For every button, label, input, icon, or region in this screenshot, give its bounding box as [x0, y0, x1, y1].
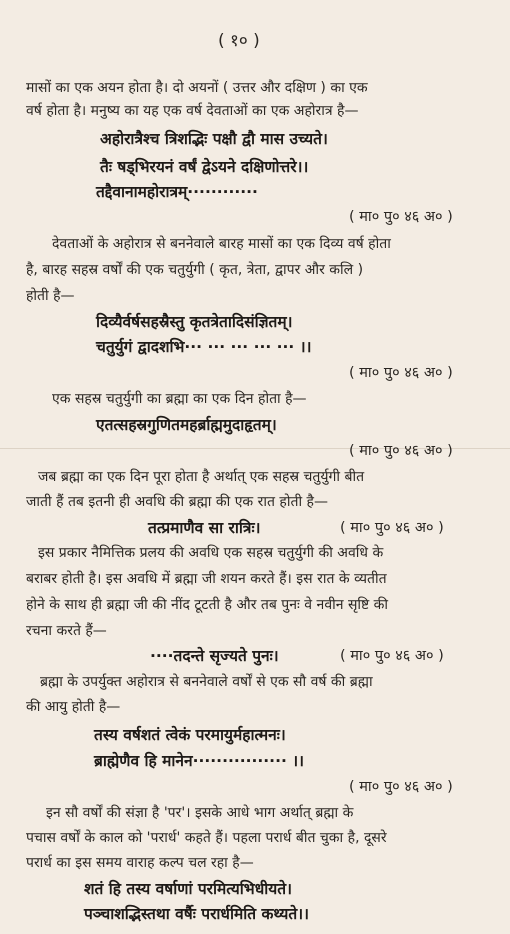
verse-line: दिव्यैर्वर्षसहस्रैस्तु कृतत्रेतादिसंज्ञितम्।: [96, 313, 293, 331]
verse-line: चतुर्युगं द्वादशभि··· ··· ··· ··· ··· ।।: [96, 338, 312, 356]
prose-line: वर्ष होता है। मनुष्य का यह एक वर्ष देवताओं का एक अहोरात्र है—: [26, 103, 359, 119]
prose-line: जाती हैं तब इतनी ही अवधि की ब्रह्मा की एक रात होती है—: [26, 494, 328, 510]
prose-line: जब ब्रह्मा का एक दिन पूरा होता है अर्थात् एक सहस्र चतुर्युगी बीत: [38, 469, 365, 485]
prose-line: परार्ध का इस समय वाराह कल्प चल रहा है—: [26, 855, 254, 871]
page-number: ( १० ): [218, 31, 260, 51]
verse-line: तद्दैवानामहोरात्रम्············: [96, 183, 258, 201]
prose-line: इन सौ वर्षों की संज्ञा है 'पर'। इसके आधे भाग अर्थात् ब्रह्मा के: [46, 805, 354, 821]
prose-line: पचास वर्षों के काल को 'परार्ध' कहते हैं। पहला परार्ध बीत चुका है, दूसरे: [26, 830, 387, 846]
prose-line: होती है—: [26, 288, 75, 304]
prose-line: की आयु होती है—: [26, 699, 121, 715]
verse-line: एतत्सहस्रगुणितमहर्ब्राह्ममुदाहृतम्।: [96, 416, 277, 434]
prose-line: इस प्रकार नैमित्तिक प्रलय की अवधि एक सहस्र चतुर्युगी की अवधि के: [38, 545, 384, 561]
verse-line: शतं हि तस्य वर्षाणां परमित्यभिधीयते।: [84, 880, 292, 898]
prose-line: मासों का एक अयन होता है। दो अयनों ( उत्तर और दक्षिण ) का एक: [26, 80, 368, 96]
citation: ( मा० पु० ४६ अ० ): [340, 520, 444, 536]
prose-line: बराबर होती है। इस अवधि में ब्रह्मा जी शयन करते हैं। इस रात के व्यतीत: [26, 571, 387, 587]
verse-line: ब्राह्मेणैव हि मानेन················ ।।: [94, 752, 304, 770]
verse-line: ····तदन्ते सृज्यते पुनः।: [150, 647, 279, 665]
verse-line: अहोरात्रैश्च त्रिशद्भिः पक्षौ द्वौ मास उच्यते।: [100, 130, 328, 148]
verse-line: तस्य वर्षशतं त्वेकं परमायुर्महात्मनः।: [94, 726, 286, 744]
citation: ( मा० पु० ४६ अ० ): [349, 365, 453, 381]
citation: ( मा० पु० ४६ अ० ): [349, 209, 453, 225]
prose-line: ब्रह्मा के उपर्युक्त अहोरात्र से बननेवाले वर्षों से एक सौ वर्ष की ब्रह्मा: [40, 674, 373, 690]
prose-line: देवताओं के अहोरात्र से बननेवाले बारह मासों का एक दिव्य वर्ष होता: [52, 236, 391, 252]
prose-line: होने के साथ ही ब्रह्मा जी की नींद टूटती है और तब पुनः वे नवीन सृष्टि की: [26, 597, 389, 613]
citation: ( मा० पु० ४६ अ० ): [340, 648, 444, 664]
prose-line: है, बारह सहस्र वर्षों की एक चतुर्युगी ( कृत, त्रेता, द्वापर और कलि ): [26, 262, 364, 278]
verse-line: पञ्चाशद्भिस्तथा वर्षैः परार्धमिति कथ्यते।।: [84, 905, 309, 923]
prose-line: रचना करते हैं—: [26, 623, 107, 639]
prose-line: एक सहस्र चतुर्युगी का ब्रह्मा का एक दिन होता है—: [52, 391, 307, 407]
verse-line: तत्प्रमाणैव सा रात्रिः।: [148, 519, 261, 537]
citation: ( मा० पु० ४६ अ० ): [349, 779, 453, 795]
citation: ( मा० पु० ४६ अ० ): [349, 443, 453, 459]
verse-line: तैः षड्भिरयनं वर्षं द्वेऽयने दक्षिणोत्तरे।।: [100, 158, 309, 176]
